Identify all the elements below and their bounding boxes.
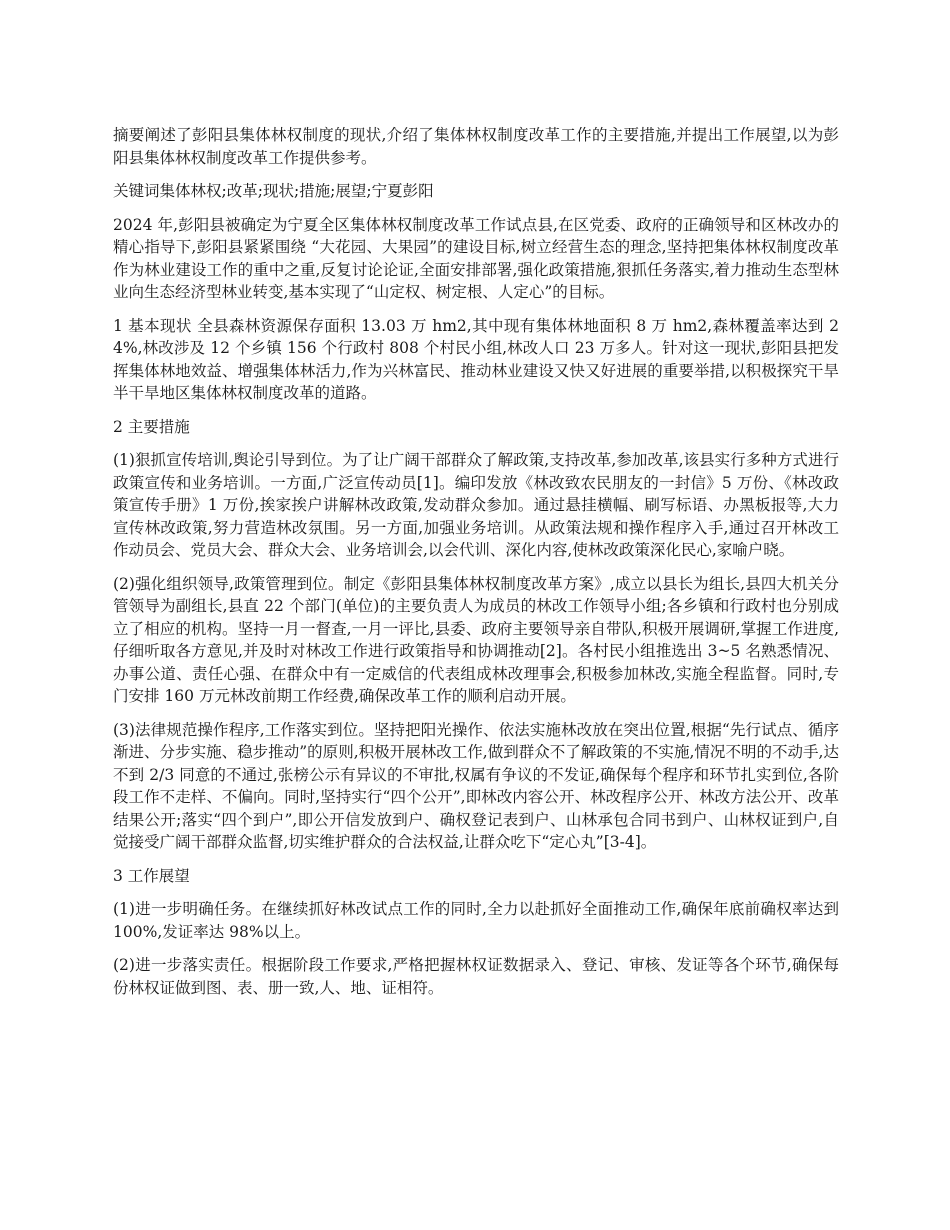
- keywords-paragraph: 关键词集体林权;改革;现状;措施;展望;宁夏彭阳: [113, 182, 434, 200]
- abstract-paragraph: 摘要阐述了彭阳县集体林权制度的现状,介绍了集体林权制度改革工作的主要措施,并提出工作展望,以为彭阳县集体林权制度改革工作提供参考。: [113, 126, 839, 167]
- intro-paragraph: 2024 年,彭阳县被确定为宁夏全区集体林权制度改革工作试点县,在区党委、政府的正确领导和区林改办的精心指导下,彭阳县紧紧围绕 “大花园、大果园”的建设目标,树立经营生态的理念,坚持把集体林权制度改革作为林业建设工作的重中之重,反复讨论论证,全面安排部署,强化政策措施,狠抓任务落实,着力推动生态型林业向生态经济型林业转变,基本实现了“山定权、树定根、人定心”的目标。: [113, 215, 839, 301]
- measure-3-paragraph: (3)法律规范操作程序,工作落实到位。坚持把阳光操作、依法实施林改放在突出位置,根据“先行试点、循序渐进、分步实施、稳步推动”的原则,积极开展林改工作,做到群众不了解政策的不实施,情况不明的不动手,达不到 2/3 同意的不通过,张榜公示有异议的不审批,权属有争议的不发证,确保每个程序和环节扎实到位,各阶段工作不走样、不偏向。同时,坚持实行“四个公开”,即林改内容公开、林改程序公开、林改方法公开、改革结果公开;落实“四个到户”,即公开信发放到户、确权登记表到户、山林承包合同书到户、山林权证到户,自觉接受广阔干部群众监督,切实维护群众的合法权益,让群众吃下“定心丸”[3-4]。: [113, 720, 839, 851]
- section-3-heading: 3 工作展望: [113, 866, 190, 885]
- document-body: [113, 124, 839, 1010]
- outlook-2-paragraph: (2)进一步落实责任。根据阶段工作要求,严格把握林权证数据录入、登记、审核、发证等各个环节,确保每份林权证做到图、表、册一致,人、地、证相符。: [113, 956, 839, 997]
- section-1-paragraph: 1 基本现状 全县森林资源保存面积 13.03 万 hm2,其中现有集体林地面积 8 万 hm2,森林覆盖率达到 24%,林改涉及 12 个乡镇 156 个行政村 808 个村民小组,林改人口 23 万多人。针对这一现状,彭阳县把发挥集体林地效益、增强集体林活力,作为兴林富民、推动林业建设又快又好进展的重要举措,以积极探究干旱半干旱地区集体林权制度改革的道路。: [113, 316, 839, 402]
- outlook-1-paragraph: (1)进一步明确任务。在继续抓好林改试点工作的同时,全力以赴抓好全面推动工作,确保年底前确权率达到 100%,发证率达 98%以上。: [113, 900, 839, 941]
- measure-2-paragraph: (2)强化组织领导,政策管理到位。制定《彭阳县集体林权制度改革方案》,成立以县长为组长,县四大机关分管领导为副组长,县直 22 个部门(单位)的主要负责人为成员的林改工作领导小组;各乡镇和行政村也分别成立了相应的机构。坚持一月一督查,一月一评比,县委、政府主要领导亲自带队,积极开展调研,掌握工作进度,仔细听取各方意见,并及时对林改工作进行政策指导和协调推动[2]。各村民小组推选出 3~5 名熟悉情况、办事公道、责任心强、在群众中有一定威信的代表组成林改理事会,积极参加林改,实施全程监督。同时,专门安排 160 万元林改前期工作经费,确保改革工作的顺利启动开展。: [113, 574, 839, 705]
- section-2-heading: 2 主要措施: [113, 417, 190, 436]
- measure-1-paragraph: (1)狠抓宣传培训,舆论引导到位。为了让广阔干部群众了解政策,支持改革,参加改革,该县实行多种方式进行政策宣传和业务培训。一方面,广泛宣传动员[1]。编印发放《林改致农民朋友的一封信》5 万份、《林改政策宣传手册》1 万份,挨家挨户讲解林改政策,发动群众参加。通过悬挂横幅、刷写标语、办黑板报等,大力宣传林改政策,努力营造林改氛围。另一方面,加强业务培训。从政策法规和操作程序入手,通过召开林改工作动员会、党员大会、群众大会、业务培训会,以会代训、深化内容,使林改政策深化民心,家喻户晓。: [113, 451, 839, 559]
